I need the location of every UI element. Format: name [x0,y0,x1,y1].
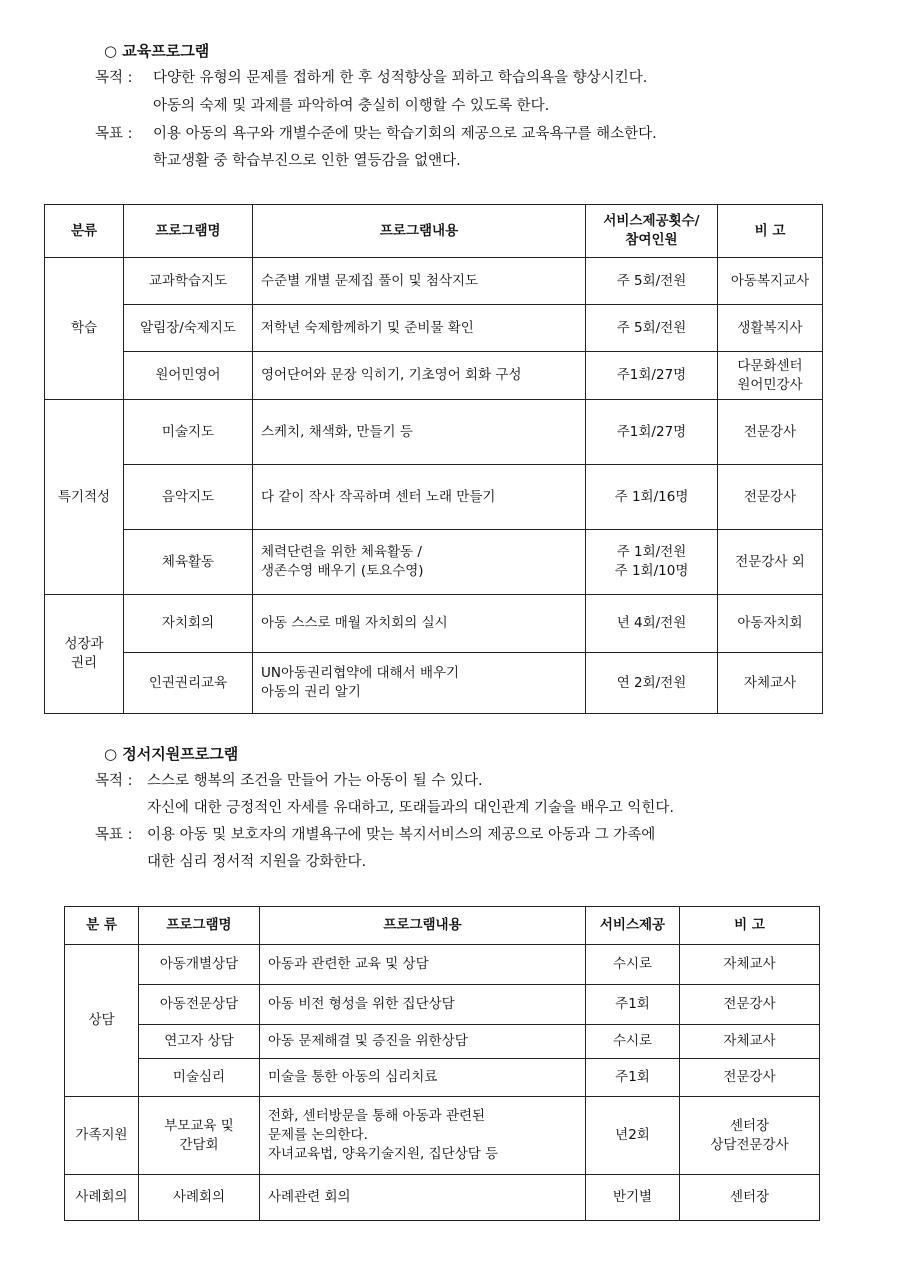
program-content: 미술을 통한 아동의 심리치료 [260,1059,586,1097]
program-name: 아동개별상담 [139,945,260,985]
header-program-content: 프로그램내용 [253,205,586,258]
table-row [65,1059,820,1097]
program-content: 전화, 센터방문을 통해 아동과 관련된 문제를 논의한다. 자녀교육법, 양육기술지원, 집단상담 등 [260,1097,586,1175]
program-name: 자치회의 [124,595,253,653]
group-cell: 성장과 권리 [45,595,124,714]
note: 생활복지사 [718,305,823,352]
note: 자체교사 [680,1025,820,1059]
note: 전문강사 [718,400,823,465]
emotional-program-table [64,906,820,1221]
table-row [65,1175,820,1221]
header-program-name: 프로그램명 [139,907,260,945]
service: 수시로 [586,945,680,985]
table-row [45,653,823,714]
group-cell: 상담 [65,945,139,1097]
program-content: 스케치, 채색화, 만들기 등 [253,400,586,465]
education-purpose-line1: 다양한 유형의 문제를 접하게 한 후 성적향상을 꾀하고 학습의욕을 향상시킨다. [153,70,648,86]
program-content: 사례관련 회의 [260,1175,586,1221]
group-cell: 특기적성 [45,400,124,595]
education-purpose-line2: 아동의 숙제 및 과제를 파악하여 충실히 이행할 수 있도록 한다. [153,98,550,114]
note: 아동자치회 [718,595,823,653]
note: 센터장 [680,1175,820,1221]
program-content: 아동 비전 형성을 위한 집단상담 [260,985,586,1025]
table-row [45,352,823,400]
service-count: 주1회/27명 [586,400,718,465]
program-content: 저학년 숙제함께하기 및 준비물 확인 [253,305,586,352]
note: 다문화센터 원어민강사 [718,352,823,400]
program-content: 수준별 개별 문제집 풀이 및 첨삭지도 [253,258,586,305]
note: 전문강사 [680,1059,820,1097]
program-name: 미술지도 [124,400,253,465]
emotional-purpose-line2: 자신에 대한 긍정적인 자세를 유대하고, 또래들과의 대인관계 기술을 배우고 익힌다. [147,800,674,816]
education-goal-label: 목표 : [95,126,133,142]
program-content: UN아동권리협약에 대해서 배우기 아동의 권리 알기 [253,653,586,714]
table-row [65,945,820,985]
education-program-table [44,204,823,714]
service: 주1회 [586,1059,680,1097]
note: 자체교사 [680,945,820,985]
program-name: 아동전문상담 [139,985,260,1025]
emotional-purpose-label: 목적 : [95,773,133,789]
education-heading: ○ 교육프로그램 [104,42,210,60]
emotional-heading: ○ 정서지원프로그램 [104,745,239,763]
header-note: 비 고 [718,205,823,258]
group-cell: 가족지원 [65,1097,139,1175]
service-count: 연 2회/전원 [586,653,718,714]
header-category: 분류 [45,205,124,258]
table-row [45,258,823,305]
program-content: 아동 문제해결 및 증진을 위한상담 [260,1025,586,1059]
education-goal-line1: 이용 아동의 욕구와 개별수준에 맞는 학습기회의 제공으로 교육욕구를 해소한다. [153,126,657,142]
note: 전문강사 [680,985,820,1025]
service-count: 주1회/27명 [586,352,718,400]
program-content: 아동과 관련한 교육 및 상담 [260,945,586,985]
program-name: 부모교육 및 간담회 [139,1097,260,1175]
note: 전문강사 [718,465,823,530]
program-content: 체력단련을 위한 체육활동 / 생존수영 배우기 (토요수영) [253,530,586,595]
program-name: 연고자 상담 [139,1025,260,1059]
header-category: 분 류 [65,907,139,945]
service-count: 주 5회/전원 [586,258,718,305]
header-program-content: 프로그램내용 [260,907,586,945]
service: 반기별 [586,1175,680,1221]
note: 센터장 상담전문강사 [680,1097,820,1175]
note: 아동복지교사 [718,258,823,305]
program-content: 영어단어와 문장 익히기, 기초영어 회화 구성 [253,352,586,400]
note: 자체교사 [718,653,823,714]
program-name: 알림장/숙제지도 [124,305,253,352]
service-count: 주 5회/전원 [586,305,718,352]
program-name: 원어민영어 [124,352,253,400]
program-name: 체육활동 [124,530,253,595]
program-content: 다 같이 작사 작곡하며 센터 노래 만들기 [253,465,586,530]
header-note: 비 고 [680,907,820,945]
table-row [45,305,823,352]
table-header-row [65,907,820,945]
program-name: 음악지도 [124,465,253,530]
service-count: 주 1회/16명 [586,465,718,530]
service: 년2회 [586,1097,680,1175]
program-name: 교과학습지도 [124,258,253,305]
table-row [45,465,823,530]
table-row [65,1025,820,1059]
header-program-name: 프로그램명 [124,205,253,258]
table-header-row [45,205,823,258]
program-content: 아동 스스로 매월 자치회의 실시 [253,595,586,653]
table-row [65,985,820,1025]
header-service: 서비스제공횟수/ 참여인원 [586,205,718,258]
table-row [45,595,823,653]
group-cell: 학습 [45,258,124,400]
program-name: 미술심리 [139,1059,260,1097]
header-service: 서비스제공 [586,907,680,945]
table-row [65,1097,820,1175]
emotional-purpose-line1: 스스로 행복의 조건을 만들어 가는 아동이 될 수 있다. [147,773,483,789]
group-cell: 사례회의 [65,1175,139,1221]
education-purpose-label: 목적 : [95,70,133,86]
education-goal-line2: 학교생활 중 학습부진으로 인한 열등감을 없앤다. [153,153,461,169]
service: 수시로 [586,1025,680,1059]
emotional-goal-line1: 이용 아동 및 보호자의 개별욕구에 맞는 복지서비스의 제공으로 아동과 그 가족에 [147,827,656,843]
note: 전문강사 외 [718,530,823,595]
service-count: 년 4회/전원 [586,595,718,653]
emotional-goal-label: 목표 : [95,827,133,843]
program-name: 사례회의 [139,1175,260,1221]
table-row [45,530,823,595]
program-name: 인권권리교육 [124,653,253,714]
service: 주1회 [586,985,680,1025]
service-count: 주 1회/전원 주 1회/10명 [586,530,718,595]
table-row [45,400,823,465]
emotional-goal-line2: 대한 심리 정서적 지원을 강화한다. [147,854,367,870]
